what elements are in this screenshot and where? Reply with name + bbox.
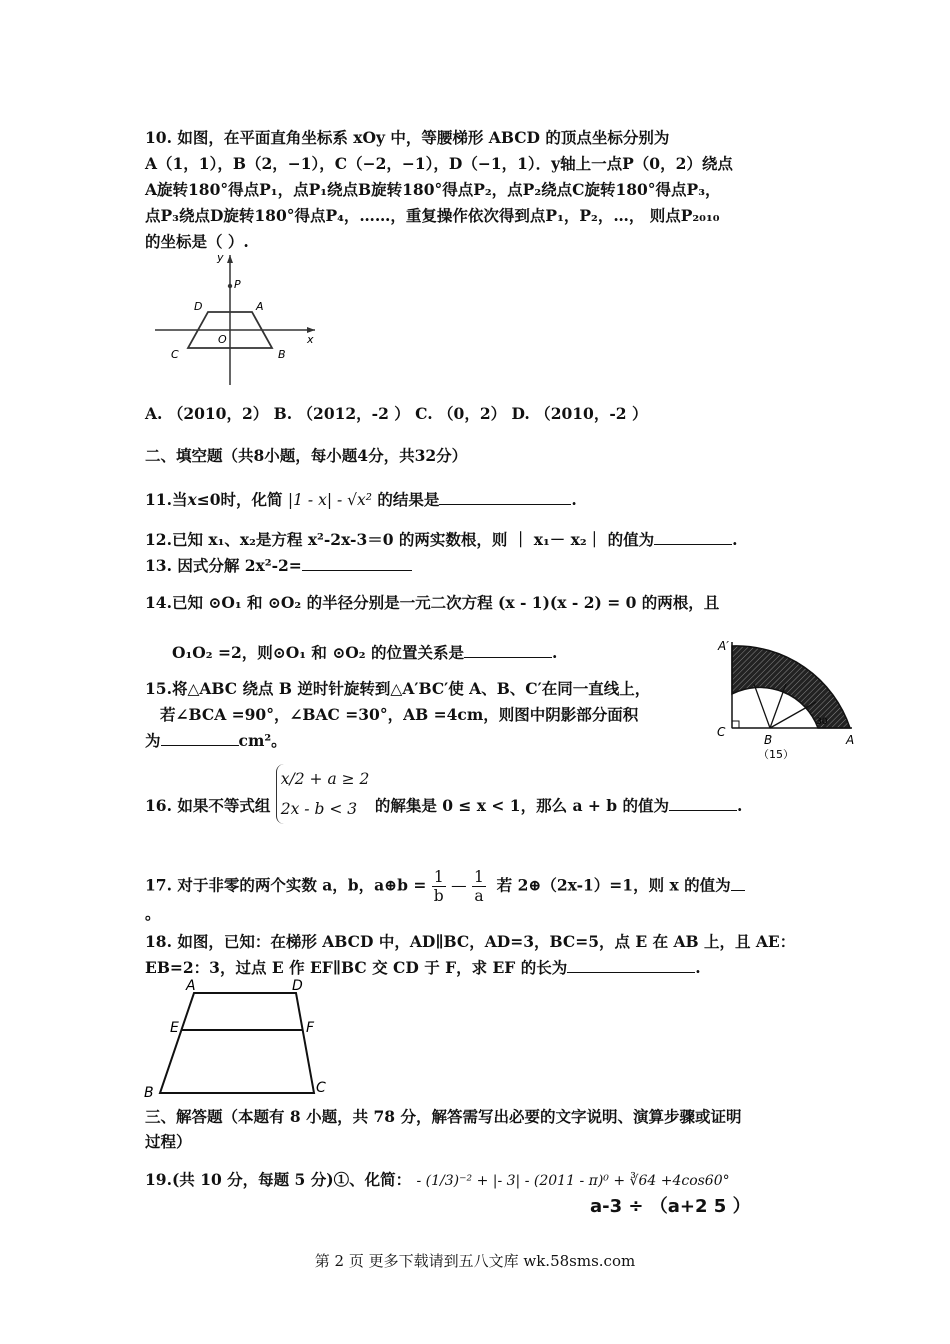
q15-line1: 15.将△ABC 绕点 B 逆时针旋转到△A′BC′使 A、B、C′在同一直线上， xyxy=(145,679,651,698)
q15-label-a-prime: A′ xyxy=(718,639,729,653)
q17-frac-2-num: 1 xyxy=(474,868,484,886)
q10-line4: 点P₃绕点D旋转180°得点P₄，……，重复操作依次得到点P₁，P₂，…， 则点P₂₀₁₀ xyxy=(145,206,720,225)
q18-label-a: A xyxy=(186,978,196,994)
q13 xyxy=(145,554,412,576)
q19 xyxy=(145,1168,730,1190)
q11-expr: |1 - x| - √x² xyxy=(287,491,372,509)
q19-pre: 19.(共 10 分，每题 5 分)①、化简： xyxy=(145,1170,412,1189)
q17-answer-blank[interactable] xyxy=(731,876,745,891)
q11-pre: 11.当 xyxy=(145,490,188,509)
q19-fragment: a-3 ÷ （a+2 5 ） xyxy=(590,1196,751,1217)
q18-label-e: E xyxy=(170,1020,179,1036)
q15-label-angle: 30 xyxy=(816,717,828,727)
q15-caption: （15） xyxy=(758,748,794,761)
q14-answer-blank[interactable] xyxy=(464,643,552,658)
q10-line5: 的坐标是（ ）. xyxy=(145,232,249,251)
q11-x: x xyxy=(187,490,197,509)
q18-label-b: B xyxy=(144,1085,154,1101)
q10-label-a: A xyxy=(256,300,264,313)
q16-row2: 2x - b < 3 xyxy=(280,800,358,818)
q15-rotation-figure xyxy=(712,632,872,764)
q15-label-b: B xyxy=(764,733,773,747)
q13-text: 13. 因式分解 2x²-2= xyxy=(145,556,302,575)
q10-line1: 10. 如图，在平面直角坐标系 xOy 中，等腰梯形 ABCD 的顶点坐标分别为 xyxy=(145,128,670,147)
q12 xyxy=(145,528,738,550)
section-3-line1: 三、解答题（本题有 8 小题，共 78 分，解答需写出必要的文字说明、演算步骤或证明 xyxy=(145,1107,742,1126)
q17-frac-1-num: 1 xyxy=(433,868,444,886)
section-3-line2: 过程） xyxy=(145,1132,192,1151)
q10-label-c: C xyxy=(171,348,179,361)
q18-label-f: F xyxy=(306,1020,315,1036)
q15-line3-pre: 为 xyxy=(145,731,161,750)
q11-answer-blank[interactable] xyxy=(439,490,571,505)
q16-mid: 的解集是 0 ≤ x < 1，那么 a + b 的值为 xyxy=(374,796,670,815)
q16-end: . xyxy=(737,796,743,815)
q15-label-c: C xyxy=(717,725,726,739)
page-footer: 第 2 页 更多下载请到五八文库 wk.58sms.com xyxy=(314,1252,636,1270)
q19-expr: - (1/3)⁻² + |- 3| - (2011 - π)⁰ + ∛64 +4cos60° xyxy=(416,1173,730,1189)
q10-label-x: x xyxy=(307,333,314,346)
q10-label-d: D xyxy=(194,300,203,313)
q10-line2: A（1，1），B（2，−1），C（−2，−1），D（−1，1）．y轴上一点P（0，2）绕点 xyxy=(145,154,733,173)
q11 xyxy=(145,488,577,510)
q16 xyxy=(145,770,743,824)
q18-label-d: D xyxy=(292,978,303,994)
q13-answer-blank[interactable] xyxy=(302,556,412,571)
q15-answer-blank[interactable] xyxy=(161,731,239,746)
q17-frac-1 xyxy=(432,868,446,905)
q11-end: . xyxy=(571,490,577,509)
q18-line1: 18. 如图，已知：在梯形 ABCD 中，AD∥BC，AD=3，BC=5，点 E 在 AB 上，且 AE： xyxy=(145,932,796,951)
q16-row1: x/2 + a ≥ 2 xyxy=(280,770,370,788)
q16-pre: 16. 如果不等式组 xyxy=(145,796,271,815)
q16-system xyxy=(276,764,370,824)
q17-minus: — xyxy=(451,876,467,895)
q17-post: 若 2⊕（2x-1）=1，则 x 的值为 xyxy=(496,875,731,895)
q17-end: 。 xyxy=(145,904,161,923)
q15-label-a: A xyxy=(846,733,855,747)
section-2-heading: 二、填空题（共8小题，每小题4分，共32分） xyxy=(145,446,468,465)
q17-frac-2 xyxy=(472,868,486,905)
q17-pre: 17. 对于非零的两个实数 a，b，a⊕b = xyxy=(145,875,427,895)
q18-end: . xyxy=(695,958,701,977)
q10-options: A. （2010，2） B. （2012，-2 ） C. （0，2） D. （2010，-2 ） xyxy=(145,404,648,423)
q16-answer-blank[interactable] xyxy=(669,796,737,811)
q18-label-c: C xyxy=(316,1080,326,1096)
q10-label-y: y xyxy=(217,251,224,264)
q12-end: . xyxy=(732,530,738,549)
q10-line3: A旋转180°得点P₁，点P₁绕点B旋转180°得点P₂，点P₂绕点C旋转180°得点P₃， xyxy=(145,180,721,199)
q10-label-o: O xyxy=(218,333,227,346)
q15-line3 xyxy=(145,729,287,751)
q11-post: 的结果是 xyxy=(377,490,440,509)
q18-line2-text: EB=2：3，过点 E 作 EF∥BC 交 CD 于 F，求 EF 的长为 xyxy=(145,958,568,977)
q11-cond: ≤0时，化简 xyxy=(196,490,283,509)
q17-frac-1-den: b xyxy=(433,887,444,905)
q14-line1: 14.已知 ⊙O₁ 和 ⊙O₂ 的半径分别是一元二次方程 (x - 1)(x - 2) = 0 的两根，且 xyxy=(145,593,720,612)
q18-answer-blank[interactable] xyxy=(567,958,695,973)
q12-answer-blank[interactable] xyxy=(654,530,732,545)
q15-line2: 若∠BCA =90°，∠BAC =30°，AB =4cm，则图中阴影部分面积 xyxy=(160,705,639,724)
q10-label-p: P xyxy=(234,278,241,291)
q18-trapezoid-figure xyxy=(140,975,340,1105)
q14-line2 xyxy=(172,641,557,663)
q17-frac-2-den: a xyxy=(474,887,484,905)
q17 xyxy=(145,868,745,905)
q14-end: . xyxy=(552,643,558,662)
q10-coordinate-figure xyxy=(150,250,330,390)
q12-text: 12.已知 x₁、x₂是方程 x²-2x-3＝0 的两实数根，则 ｜ x₁－ x₂｜ 的值为 xyxy=(145,530,655,549)
q10-label-b: B xyxy=(278,348,286,361)
q14-line2-text: O₁O₂ =2，则⊙O₁ 和 ⊙O₂ 的位置关系是 xyxy=(172,643,464,662)
q15-line3-post: cm²。 xyxy=(238,731,287,750)
